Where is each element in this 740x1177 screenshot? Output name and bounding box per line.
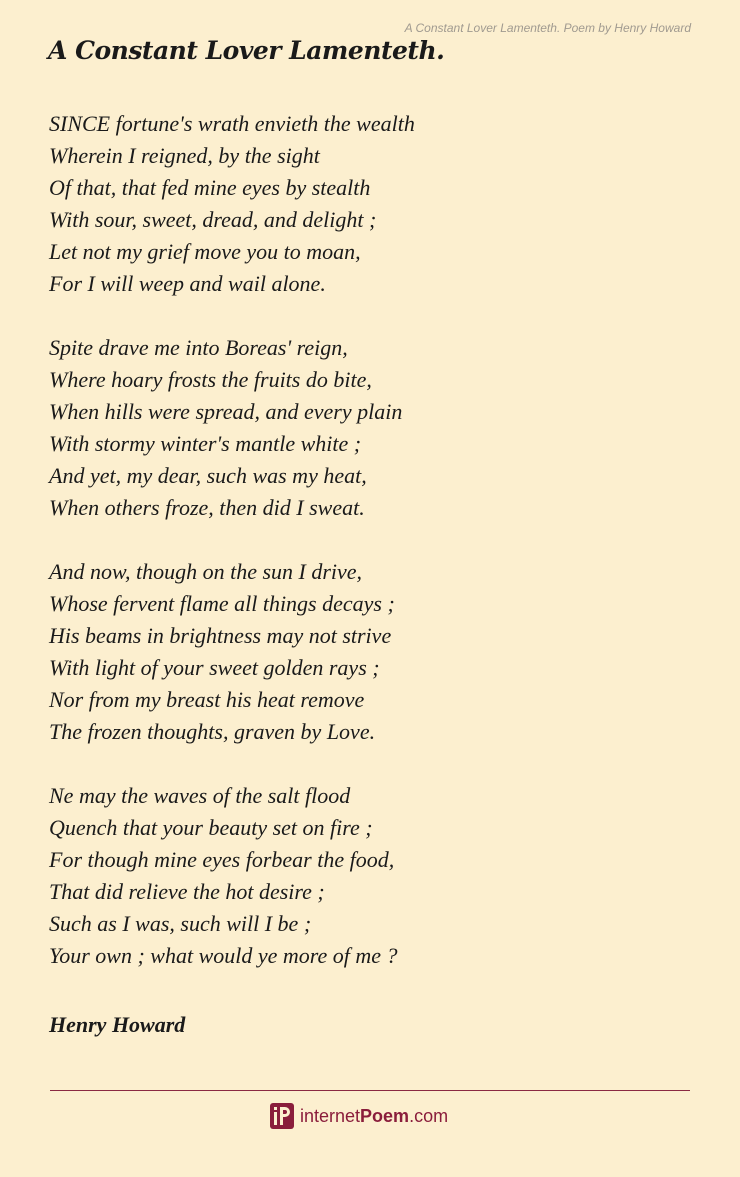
footer-divider — [50, 1090, 690, 1091]
logo-text-internet: internet — [300, 1105, 361, 1126]
logo-text-domain: .com — [409, 1105, 449, 1126]
poem-line: Let not my grief move you to moan, — [49, 239, 361, 264]
poem-line: The frozen thoughts, graven by Love. — [49, 719, 376, 744]
poem-line: Such as I was, such will I be ; — [49, 911, 312, 936]
poem-line: Quench that your beauty set on fire ; — [49, 815, 373, 840]
poem-line: For I will weep and wail alone. — [49, 271, 326, 296]
poem-line: Ne may the waves of the salt flood — [49, 783, 351, 808]
poem-line: With stormy winter's mantle white ; — [49, 431, 362, 456]
internetpoem-logo-text — [300, 1106, 448, 1127]
poem-title: A Constant Lover Lamenteth. — [48, 36, 445, 65]
poem-line: That did relieve the hot desire ; — [49, 879, 325, 904]
poem-line: And now, though on the sun I drive, — [49, 559, 363, 584]
poem-author: Henry Howard — [49, 1012, 186, 1037]
header-caption: A Constant Lover Lamenteth. Poem by Henry Howard — [404, 21, 691, 35]
poem-line: And yet, my dear, such was my heat, — [49, 463, 367, 488]
poem-line: Your own ; what would ye more of me ? — [49, 943, 398, 968]
internetpoem-logo-icon — [270, 1103, 294, 1129]
poem-line: SINCE fortune's wrath envieth the wealth — [49, 111, 415, 136]
poem-body — [49, 108, 415, 972]
poem-line: Spite drave me into Boreas' reign, — [49, 335, 348, 360]
poem-line: Whose fervent flame all things decays ; — [49, 591, 395, 616]
stanza-2 — [49, 332, 415, 524]
logo-text-poem: Poem — [360, 1105, 410, 1126]
internetpoem-logo-link[interactable] — [270, 1103, 448, 1129]
stanza-1 — [49, 108, 415, 300]
poem-line: Where hoary frosts the fruits do bite, — [49, 367, 372, 392]
poem-line: His beams in brightness may not strive — [49, 623, 392, 648]
stanza-4 — [49, 780, 415, 972]
poem-line: Wherein I reigned, by the sight — [49, 143, 320, 168]
poem-line: When hills were spread, and every plain — [49, 399, 403, 424]
poem-line: With sour, sweet, dread, and delight ; — [49, 207, 377, 232]
poem-line: Of that, that fed mine eyes by stealth — [49, 175, 371, 200]
poem-line: For though mine eyes forbear the food, — [49, 847, 395, 872]
poem-line: When others froze, then did I sweat. — [49, 495, 365, 520]
poem-line: Nor from my breast his heat remove — [49, 687, 365, 712]
poem-line: With light of your sweet golden rays ; — [49, 655, 380, 680]
stanza-3 — [49, 556, 415, 748]
